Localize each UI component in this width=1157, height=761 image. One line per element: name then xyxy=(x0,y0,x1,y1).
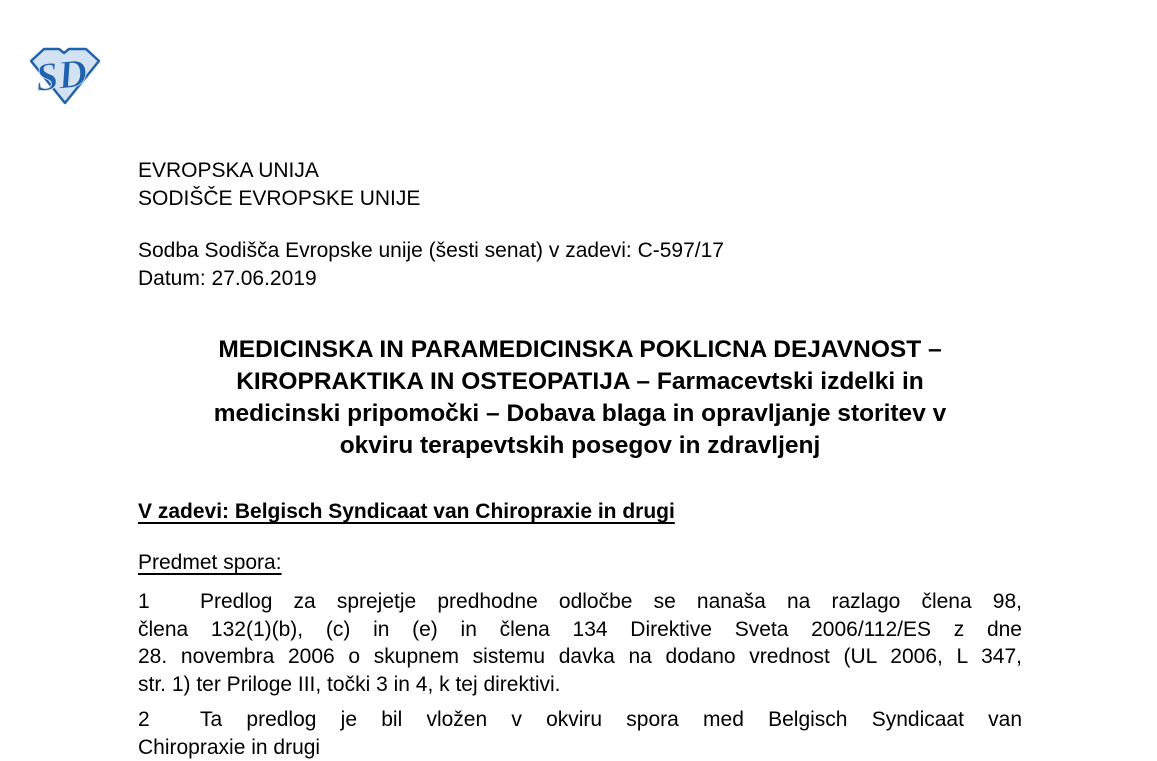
document-title-line-4: okviru terapevtskih posegov in zdravljenj xyxy=(138,430,1022,462)
document-title-line-3: medicinski pripomočki – Dobava blaga in opravljanje storitev v xyxy=(138,398,1022,430)
paragraph-text: člena 132(1)(b), (c) in (e) in člena 134 Direktive Sveta 2006/112/ES z dne xyxy=(138,618,1022,641)
sd-monogram-icon xyxy=(30,47,100,105)
judgment-date-line: Datum: 27.06.2019 xyxy=(138,265,1022,293)
paragraph-number: 1 xyxy=(138,588,200,616)
dispute-heading-text: Predmet spora: xyxy=(138,551,282,574)
paragraph-number: 2 xyxy=(138,706,200,734)
court-logo xyxy=(30,47,100,105)
paragraph-text: 28. novembra 2006 o skupnem sistemu davka na dodano vrednost (UL 2006, L 347, xyxy=(138,645,1022,668)
dispute-heading xyxy=(138,549,1022,577)
org-name-line-2: SODIŠČE EVROPSKE UNIJE xyxy=(138,185,1022,213)
paragraph-line xyxy=(138,706,1022,734)
judgment-reference xyxy=(138,237,1022,292)
paragraph-line xyxy=(138,616,1022,644)
institution-header xyxy=(138,157,1022,212)
paragraph-line xyxy=(138,588,1022,616)
logo-letters: SD xyxy=(34,50,90,100)
paragraph-text: Ta predlog je bil vložen v okviru spora med Belgisch Syndicaat van xyxy=(200,708,1022,731)
paragraph-1 xyxy=(138,588,1022,698)
document-title-line-2: KIROPRAKTIKA IN OSTEOPATIJA – Farmacevtski izdelki in xyxy=(138,366,1022,398)
org-name-line-1: EVROPSKA UNIJA xyxy=(138,157,1022,185)
case-subject-heading xyxy=(138,498,1022,526)
paragraph-2 xyxy=(138,706,1022,761)
document-title-line-1: MEDICINSKA IN PARAMEDICINSKA POKLICNA DEJAVNOST – xyxy=(138,334,1022,366)
paragraph-line xyxy=(138,671,1022,699)
document-title xyxy=(138,334,1022,462)
paragraph-text: str. 1) ter Priloge III, točki 3 in 4, k tej direktivi. xyxy=(138,673,560,696)
paragraph-text: Predlog za sprejetje predhodne odločbe se nanaša na razlago člena 98, xyxy=(200,590,1022,613)
judgment-case-line: Sodba Sodišča Evropske unije (šesti senat) v zadevi: C-597/17 xyxy=(138,237,1022,265)
case-subject-text: V zadevi: Belgisch Syndicaat van Chiropraxie in drugi xyxy=(138,500,675,523)
paragraph-line xyxy=(138,643,1022,671)
paragraph-line-partial xyxy=(138,734,1022,761)
paragraph-text: Chiropraxie in drugi xyxy=(138,736,320,759)
